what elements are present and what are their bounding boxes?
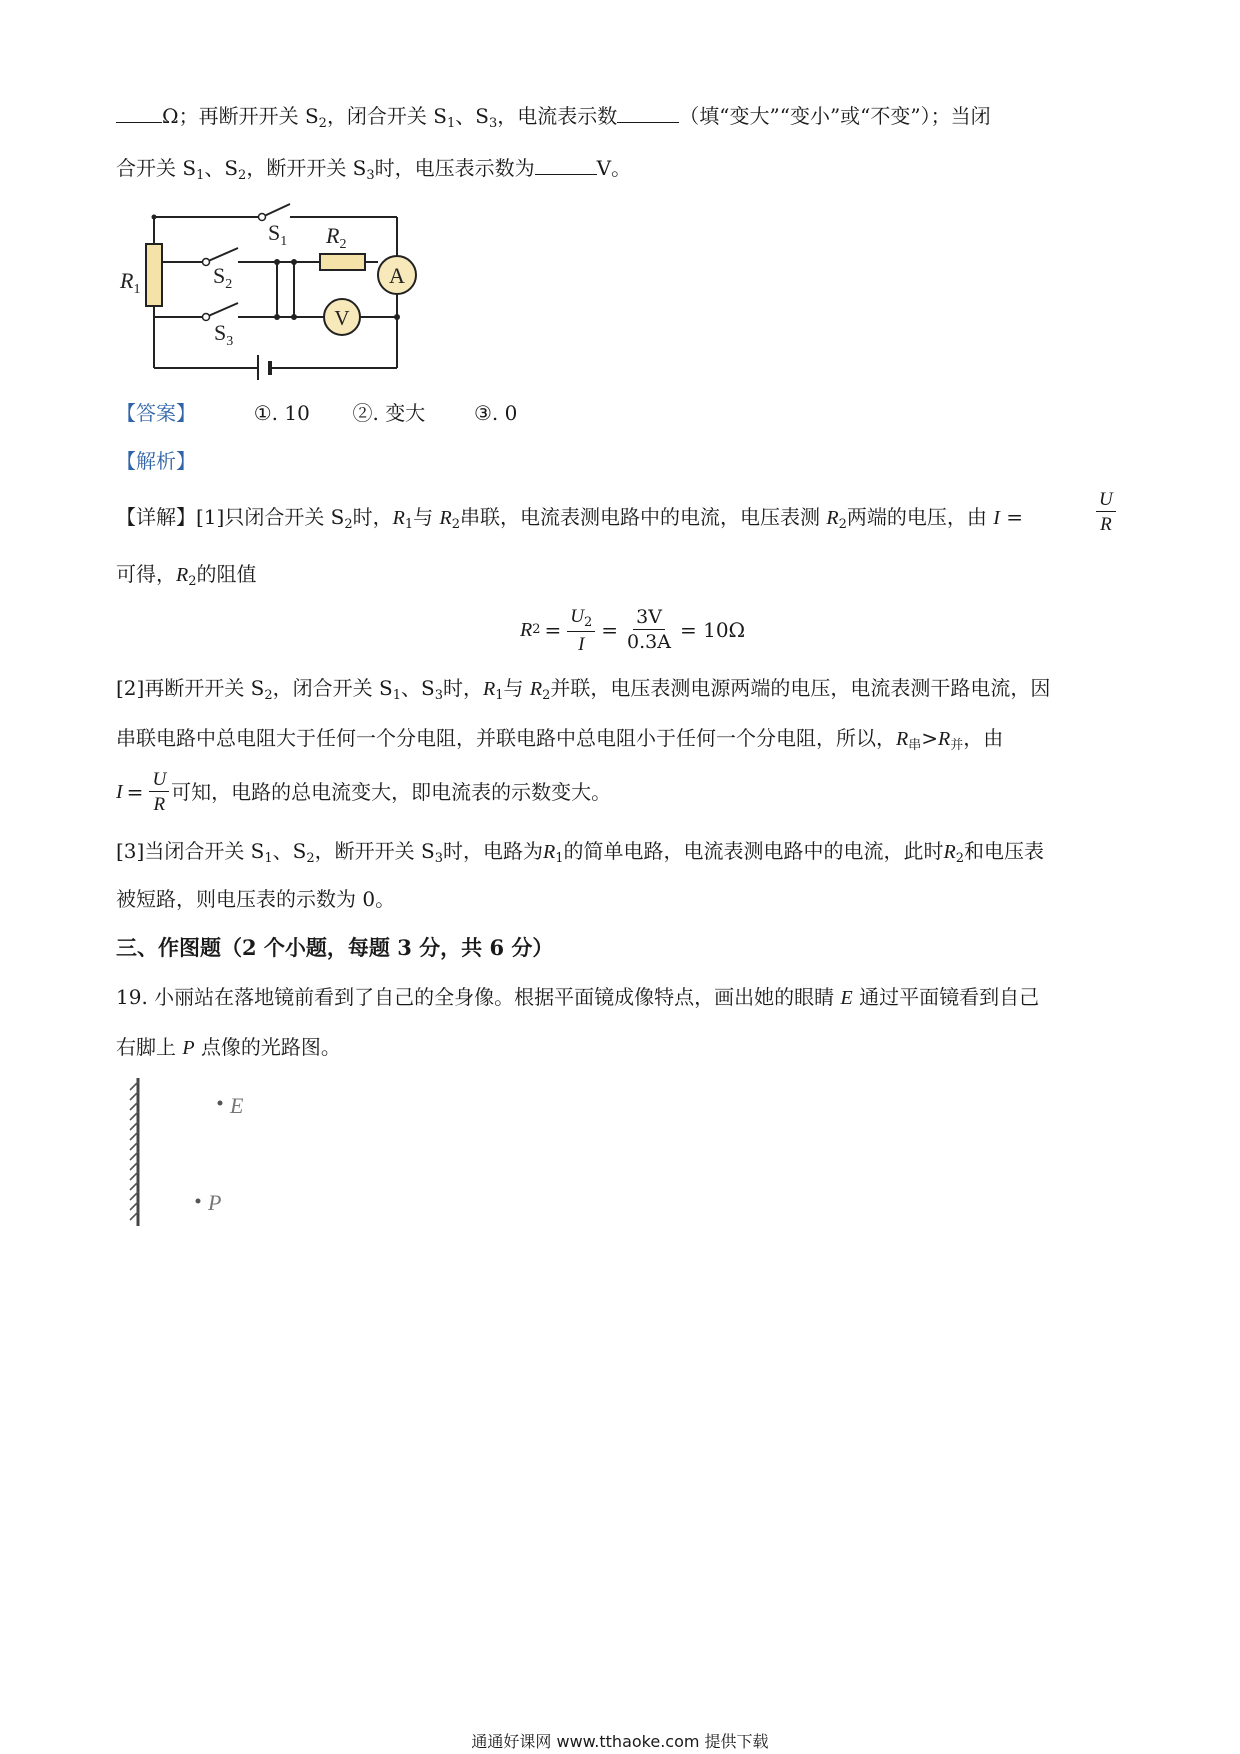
detail-line-3: [2]再断开开关 $S_2$，闭合开关 $S_1$、$S_3$时，$R_1$与 $R_2$并联，电压表测电源两端的电压，电流表测干路电流，因 xyxy=(116,676,1051,703)
answer-blank-3 xyxy=(535,156,597,175)
answer-blank-2 xyxy=(617,104,679,123)
circuit-diagram xyxy=(110,195,430,380)
ammeter xyxy=(378,256,416,294)
label-p: P xyxy=(208,1190,222,1215)
r2-formula: R 2 = $\frac{U_2}{I}$ = $\frac{3V}{0.3A}$ = 10Ω xyxy=(520,605,746,655)
answer-3: ③. 0 xyxy=(473,401,518,425)
answer-2: ②. 变大 xyxy=(352,401,426,425)
svg-text:A: A xyxy=(389,263,405,288)
resistor-r2 xyxy=(320,254,365,270)
detail-line-6: [3]当闭合开关 $S_1$、$S_2$，断开开关 $S_3$时，电路为$R_1$的简单电路，电流表测电路中的电流，此时$R_2$和电压表 xyxy=(116,839,1044,866)
voltmeter xyxy=(324,299,360,335)
ohms-law-fraction-1: $\frac{U}{R}$ xyxy=(1094,490,1118,534)
detail-line-5: I = $\frac{U}{R}$ 可知，电路的总电流变大，即电流表的示数变大。 xyxy=(116,769,612,815)
label-e: E xyxy=(230,1093,244,1118)
label-r1: $R_1$ xyxy=(120,268,141,297)
mirror-figure xyxy=(120,1070,280,1230)
detail-line-4: 串联电路中总电阻大于任何一个分电阻，并联电路中总电阻小于任何一个分电阻，所以，$R_串>R_并$，由 xyxy=(116,726,1004,753)
q18-line-1: Ω；再断开开关 $S_2$，闭合开关 $S_1$、$S_3$，电流表示数 （填“变大”“变小”或“不变”）；当闭 xyxy=(116,101,991,139)
analysis-label: 【解析】 xyxy=(116,449,196,473)
detail-line-2: 可得，$R_2$的阻值 xyxy=(116,562,257,589)
q18-line-2: 合开关 $S_1$、$S_2$，断开开关 $S_3$时，电压表示数为 V。 xyxy=(116,156,632,183)
answer-line xyxy=(116,398,517,428)
section-3-title: 三、作图题（2 个小题，每题 3 分，共 6 分） xyxy=(116,935,554,960)
unit-ohm: Ω xyxy=(162,104,179,128)
label-s3: $S_3$ xyxy=(214,320,234,349)
label-s2: $S_2$ xyxy=(213,263,233,292)
point-e xyxy=(218,1101,223,1106)
label-r2: $R_2$ xyxy=(326,223,347,252)
answer-label: 【答案】 xyxy=(116,401,196,425)
label-s1: $S_1$ xyxy=(268,220,288,249)
answer-1: ①. 10 xyxy=(253,401,310,425)
detail-line-7: 被短路，则电压表的示数为 0。 xyxy=(116,887,396,911)
q19-line-1: 19. 小丽站在落地镜前看到了自己的全身像。根据平面镜成像特点，画出她的眼睛 E 通过平面镜看到自己 xyxy=(116,985,1040,1009)
page-footer: 通通好课网 www.tthaoke.com 提供下载 xyxy=(471,1732,769,1751)
point-p xyxy=(196,1199,201,1204)
resistor-r1 xyxy=(146,244,162,306)
answer-blank-1 xyxy=(116,104,162,123)
q19-line-2: 右脚上 P 点像的光路图。 xyxy=(116,1035,341,1059)
svg-text:V: V xyxy=(334,306,350,330)
detail-line-1: 【详解】[1]只闭合开关 $S_2$时，$R_1$与 $R_2$串联，电流表测电路中的电流，电压表测 $R_2$两端的电压，由 I = xyxy=(116,505,1024,532)
